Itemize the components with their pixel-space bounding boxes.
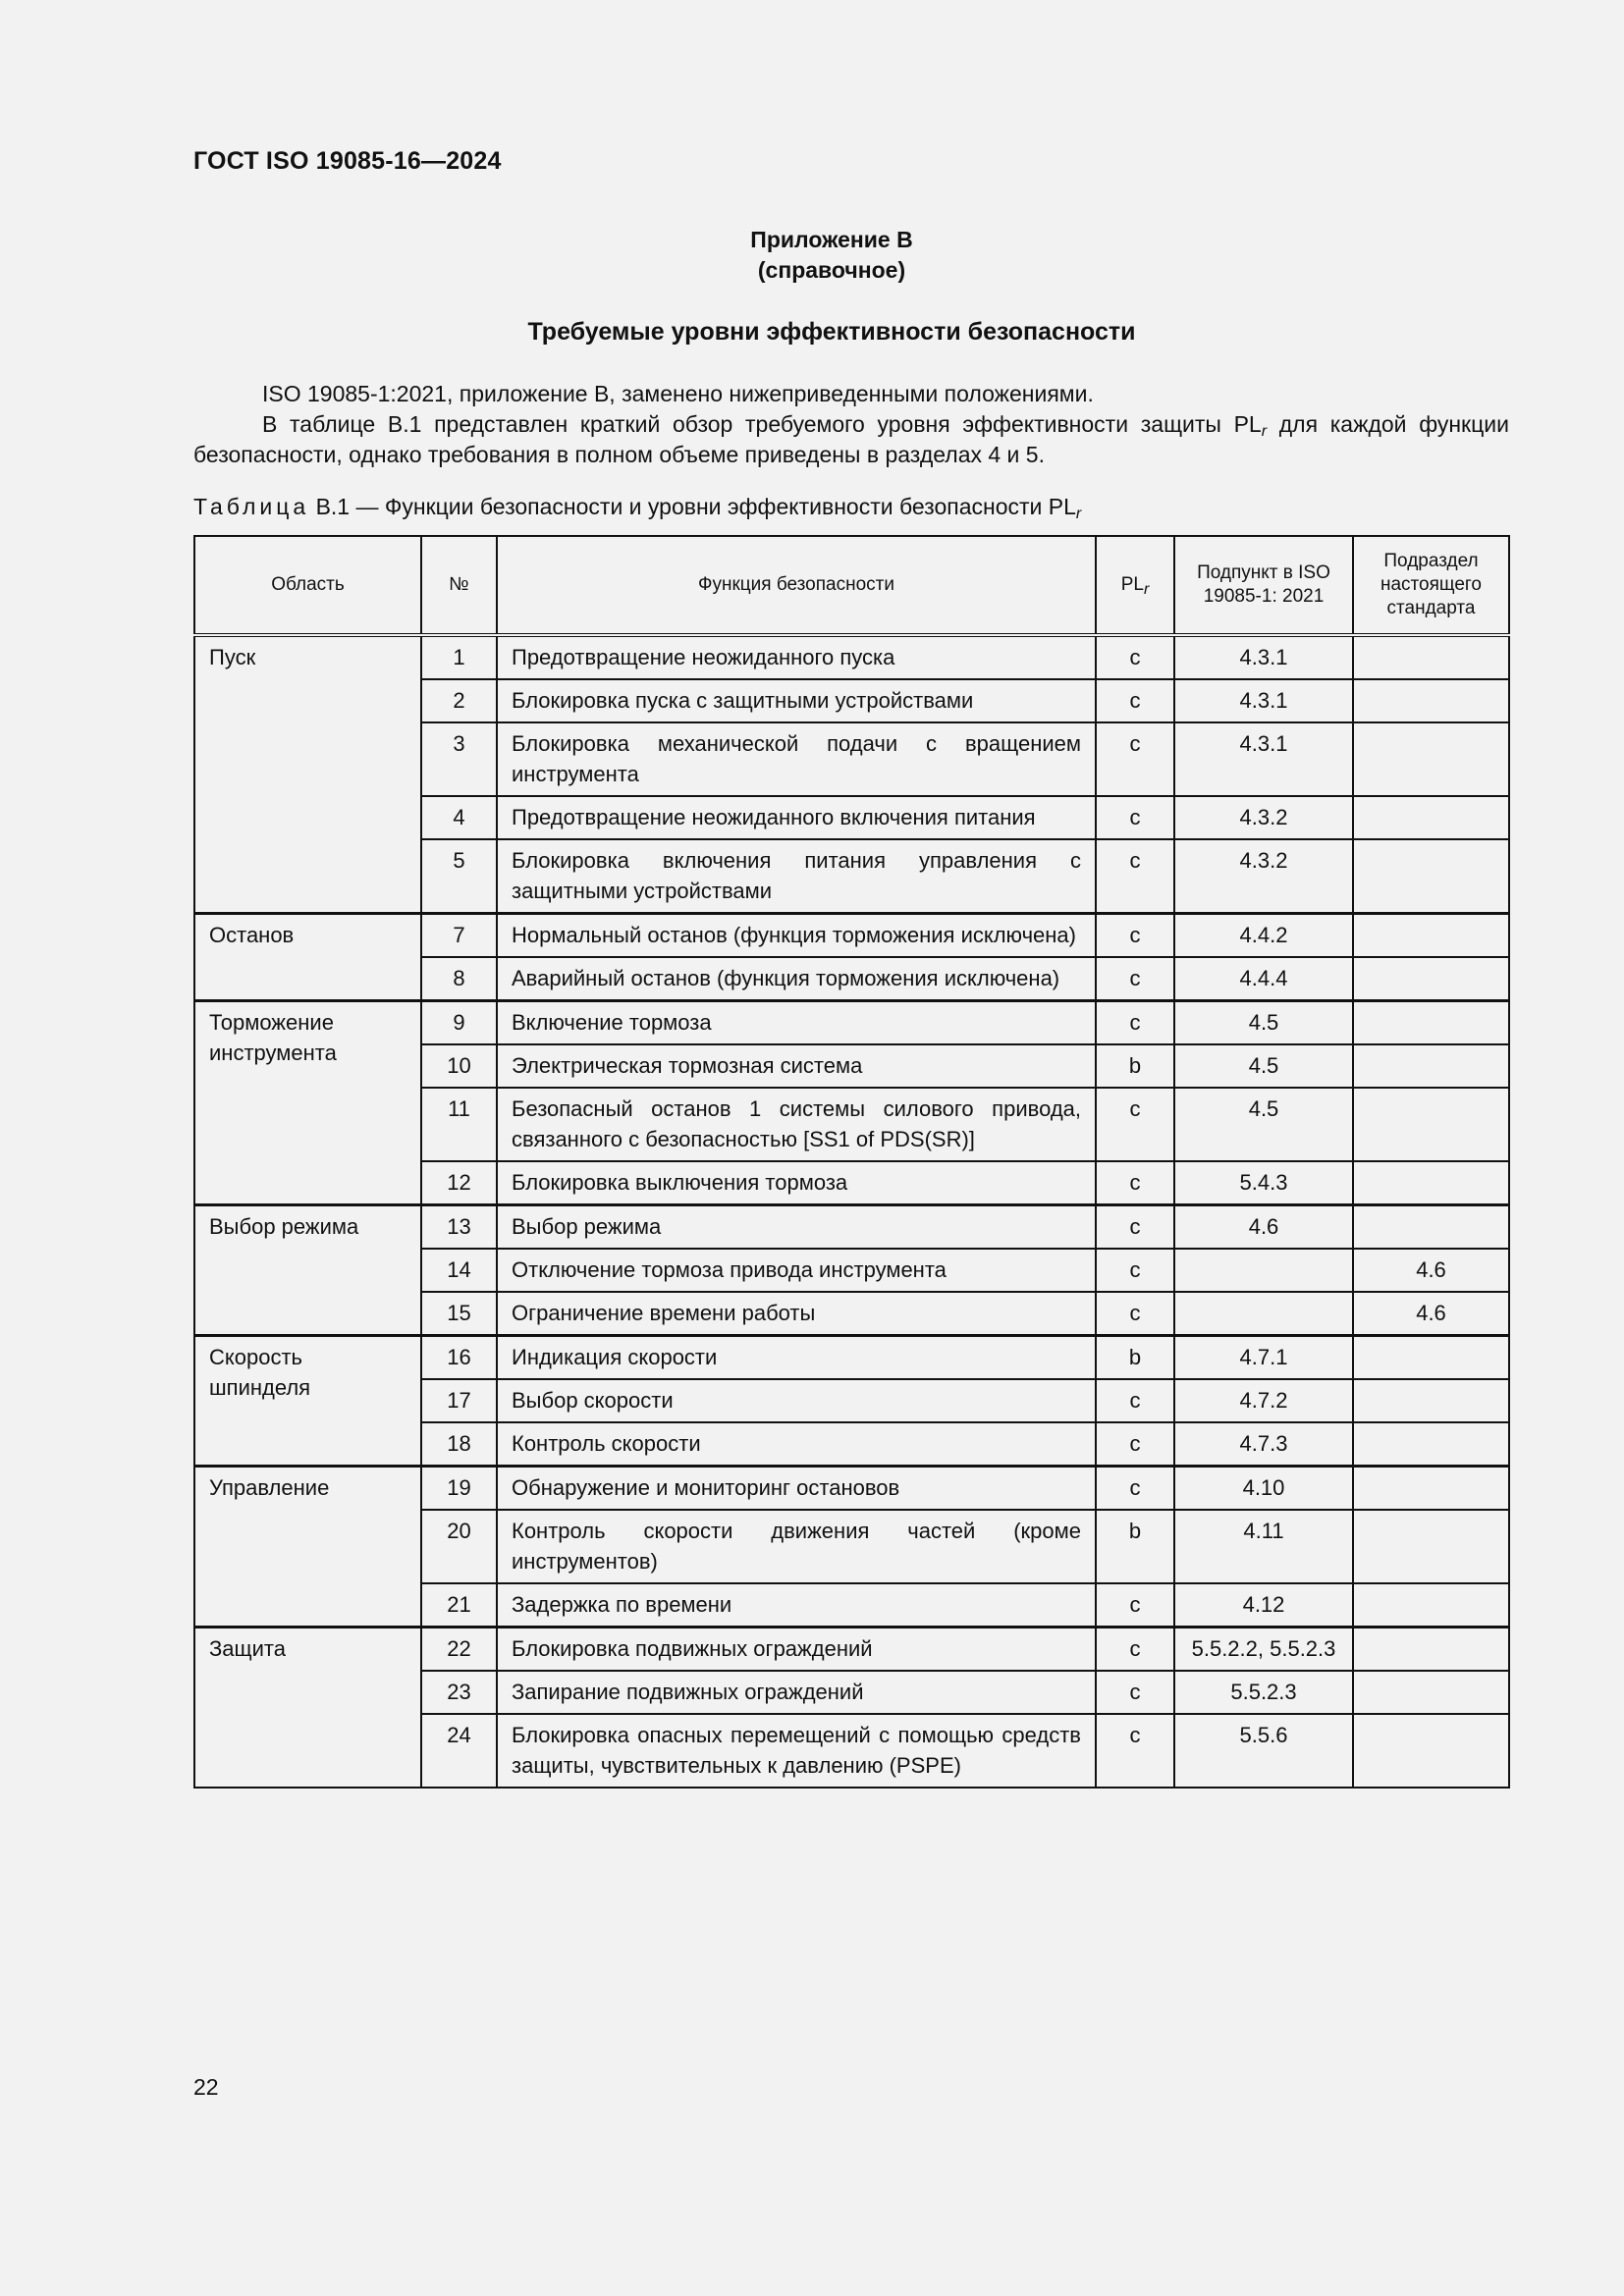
section-cell [1353,914,1509,958]
function-cell: Запирание подвижных ограждений [497,1671,1096,1714]
number-cell: 16 [421,1336,497,1380]
section-cell [1353,1583,1509,1628]
subclause-cell: 4.3.1 [1174,722,1353,796]
pl-cell: c [1096,635,1174,679]
section-cell [1353,1044,1509,1088]
function-cell: Выбор режима [497,1205,1096,1250]
number-cell: 21 [421,1583,497,1628]
subclause-cell: 5.5.2.2, 5.5.2.3 [1174,1628,1353,1672]
subclause-cell [1174,1292,1353,1336]
table-caption-subscript: r [1075,506,1082,522]
function-cell: Предотвращение неожиданного включения питания [497,796,1096,839]
function-cell: Блокировка механической подачи с вращением инструмента [497,722,1096,796]
subclause-cell: 5.5.6 [1174,1714,1353,1788]
subclause-cell: 4.3.2 [1174,839,1353,914]
section-cell [1353,1714,1509,1788]
section-cell [1353,679,1509,722]
pl-cell: b [1096,1336,1174,1380]
pl-cell: c [1096,1249,1174,1292]
function-cell: Отключение тормоза привода инструмента [497,1249,1096,1292]
pl-cell: c [1096,1422,1174,1467]
subclause-cell: 5.5.2.3 [1174,1671,1353,1714]
section-cell [1353,1161,1509,1205]
number-cell: 18 [421,1422,497,1467]
subclause-cell: 4.5 [1174,1001,1353,1045]
section-cell [1353,957,1509,1001]
header-section: Подраздел настоящего стандарта [1353,536,1509,635]
section-cell: 4.6 [1353,1292,1509,1336]
area-cell: Выбор режима [194,1205,421,1336]
appendix-heading [0,225,1624,286]
area-cell: Защита [194,1628,421,1789]
section-cell [1353,1628,1509,1672]
table-header-row [194,536,1509,635]
pl-cell: c [1096,1583,1174,1628]
subclause-cell: 4.4.2 [1174,914,1353,958]
subclause-cell: 4.5 [1174,1044,1353,1088]
function-cell: Обнаружение и мониторинг остановов [497,1467,1096,1511]
section-cell [1353,1379,1509,1422]
page-number: 22 [193,2074,219,2100]
number-cell: 22 [421,1628,497,1672]
number-cell: 14 [421,1249,497,1292]
number-cell: 13 [421,1205,497,1250]
table-caption-text: В.1 — Функции безопасности и уровни эффективности безопасности PL [309,494,1076,519]
function-cell: Задержка по времени [497,1583,1096,1628]
section-cell [1353,1467,1509,1511]
number-cell: 10 [421,1044,497,1088]
area-cell: Торможение инструмента [194,1001,421,1205]
function-cell: Ограничение времени работы [497,1292,1096,1336]
table-row [194,635,1509,679]
header-pl [1096,536,1174,635]
header-area: Область [194,536,421,635]
table-caption [193,494,1081,520]
paragraph-2 [193,409,1509,470]
number-cell: 11 [421,1088,497,1161]
function-cell: Контроль скорости движения частей (кроме инструментов) [497,1510,1096,1583]
section-cell [1353,635,1509,679]
table-caption-label: Таблица [193,494,310,519]
safety-functions-table [193,535,1510,1789]
header-subclause: Подпункт в ISO 19085-1: 2021 [1174,536,1353,635]
number-cell: 9 [421,1001,497,1045]
number-cell: 17 [421,1379,497,1422]
header-function: Функция безопасности [497,536,1096,635]
function-cell: Включение тормоза [497,1001,1096,1045]
pl-cell: c [1096,1161,1174,1205]
pl-cell: c [1096,1714,1174,1788]
header-pl-subscript: r [1143,581,1150,598]
number-cell: 24 [421,1714,497,1788]
function-cell: Блокировка подвижных ограждений [497,1628,1096,1672]
number-cell: 19 [421,1467,497,1511]
pl-cell: c [1096,1205,1174,1250]
table-body [194,635,1509,1788]
number-cell: 15 [421,1292,497,1336]
subclause-cell: 4.12 [1174,1583,1353,1628]
subclause-cell: 5.4.3 [1174,1161,1353,1205]
pl-cell: c [1096,679,1174,722]
appendix-subtitle: (справочное) [757,257,906,283]
pl-cell: c [1096,1001,1174,1045]
function-cell: Индикация скорости [497,1336,1096,1380]
pl-cell: c [1096,1379,1174,1422]
subclause-cell: 4.7.1 [1174,1336,1353,1380]
header-pl-text: PL [1120,574,1144,595]
subclause-cell: 4.10 [1174,1467,1353,1511]
paragraph-1: ISO 19085-1:2021, приложение В, заменено нижеприведенными положениями. [262,381,1094,406]
appendix-title: Приложение В [750,227,913,252]
table-row [194,1205,1509,1250]
document-code: ГОСТ ISO 19085-16—2024 [193,147,502,175]
section-cell [1353,1422,1509,1467]
subclause-cell: 4.7.3 [1174,1422,1353,1467]
number-cell: 8 [421,957,497,1001]
pl-cell: c [1096,722,1174,796]
area-cell: Останов [194,914,421,1001]
area-cell: Пуск [194,635,421,914]
function-cell: Блокировка включения питания управления с защитными устройствами [497,839,1096,914]
function-cell: Блокировка опасных перемещений с помощью средств защиты, чувствительных к давлению (PSPE) [497,1714,1096,1788]
number-cell: 20 [421,1510,497,1583]
subclause-cell: 4.7.2 [1174,1379,1353,1422]
table-row [194,1467,1509,1511]
section-cell [1353,722,1509,796]
section-cell [1353,1510,1509,1583]
area-cell: Скорость шпинделя [194,1336,421,1467]
table-row [194,914,1509,958]
number-cell: 3 [421,722,497,796]
function-cell: Блокировка выключения тормоза [497,1161,1096,1205]
section-cell [1353,1001,1509,1045]
pl-cell: c [1096,1467,1174,1511]
pl-cell: c [1096,1088,1174,1161]
function-cell: Выбор скорости [497,1379,1096,1422]
subclause-cell: 4.6 [1174,1205,1353,1250]
subclause-cell: 4.4.4 [1174,957,1353,1001]
paragraph-2-text-b: для каждой функции безопасности, однако требования в полном объеме приведены в разделах 4 и 5. [193,411,1509,467]
subclause-cell: 4.3.1 [1174,679,1353,722]
paragraph-2-subscript: r [1261,423,1268,440]
function-cell: Нормальный останов (функция торможения исключена) [497,914,1096,958]
function-cell: Аварийный останов (функция торможения исключена) [497,957,1096,1001]
section-cell [1353,796,1509,839]
section-cell [1353,1205,1509,1250]
header-number: № [421,536,497,635]
table-row [194,1336,1509,1380]
number-cell: 23 [421,1671,497,1714]
table-row [194,1628,1509,1672]
number-cell: 5 [421,839,497,914]
pl-cell: c [1096,1671,1174,1714]
pl-cell: c [1096,839,1174,914]
number-cell: 12 [421,1161,497,1205]
number-cell: 2 [421,679,497,722]
number-cell: 7 [421,914,497,958]
subclause-cell: 4.5 [1174,1088,1353,1161]
section-cell [1353,839,1509,914]
table-row [194,1001,1509,1045]
subclause-cell [1174,1249,1353,1292]
subclause-cell: 4.3.2 [1174,796,1353,839]
pl-cell: c [1096,796,1174,839]
function-cell: Блокировка пуска с защитными устройствами [497,679,1096,722]
section-cell [1353,1088,1509,1161]
section-cell: 4.6 [1353,1249,1509,1292]
function-cell: Предотвращение неожиданного пуска [497,635,1096,679]
function-cell: Электрическая тормозная система [497,1044,1096,1088]
subclause-cell: 4.3.1 [1174,635,1353,679]
area-cell: Управление [194,1467,421,1628]
pl-cell: b [1096,1510,1174,1583]
pl-cell: c [1096,1628,1174,1672]
number-cell: 1 [421,635,497,679]
section-cell [1353,1336,1509,1380]
pl-cell: c [1096,957,1174,1001]
pl-cell: c [1096,1292,1174,1336]
pl-cell: b [1096,1044,1174,1088]
section-title: Требуемые уровни эффективности безопасности [527,318,1136,346]
paragraph-2-text-a: В таблице В.1 представлен краткий обзор требуемого уровня эффективности защиты PL [262,411,1262,437]
function-cell: Контроль скорости [497,1422,1096,1467]
function-cell: Безопасный останов 1 системы силового привода, связанного с безопасностью [SS1 of PDS(SR)] [497,1088,1096,1161]
number-cell: 4 [421,796,497,839]
subclause-cell: 4.11 [1174,1510,1353,1583]
pl-cell: c [1096,914,1174,958]
section-cell [1353,1671,1509,1714]
